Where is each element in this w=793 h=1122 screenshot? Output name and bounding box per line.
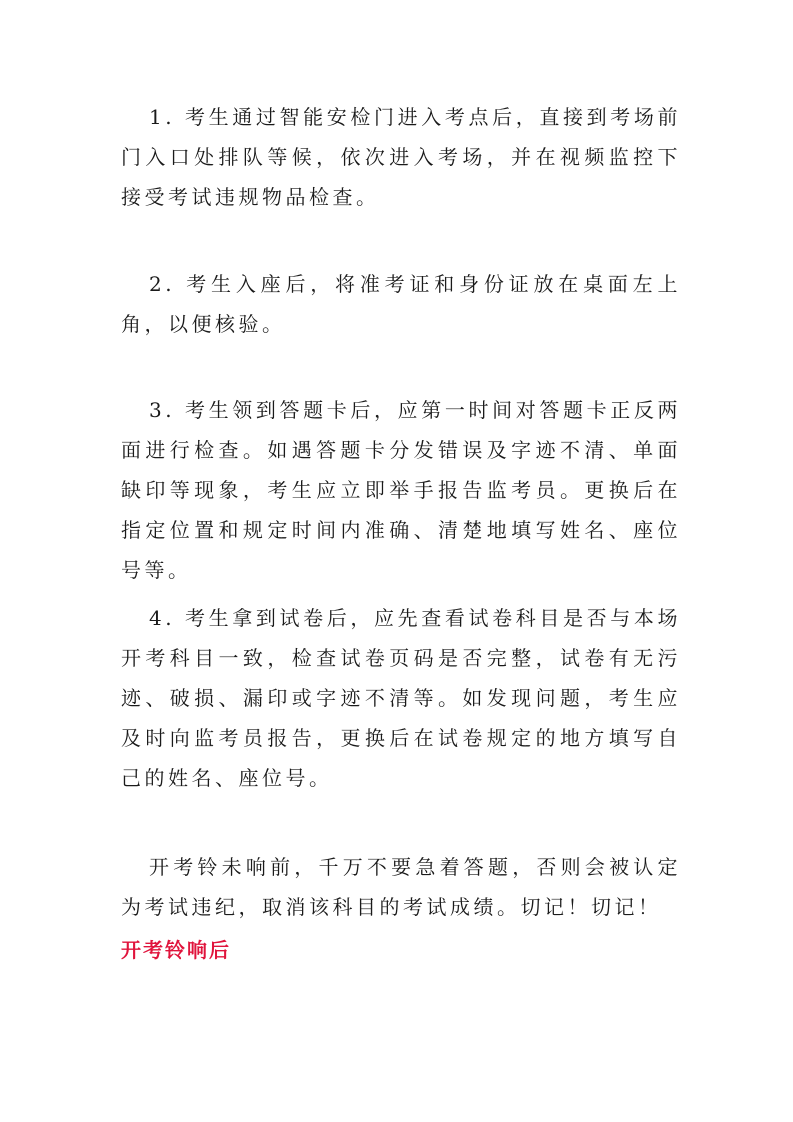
- paragraph-4: 4. 考生拿到试卷后，应先查看试卷科目是否与本场开考科目一致，检查试卷页码是否完整，试卷有无污迹、破损、漏印或字迹不清等。如发现问题，考生应及时向监考员报告，更换后在试卷规定的地方填写自己的姓名、座位号。: [121, 606, 681, 790]
- section-heading: 开考铃响后: [121, 938, 231, 962]
- paragraph-3: 3. 考生领到答题卡后，应第一时间对答题卡正反两面进行检查。如遇答题卡分发错误及字迹不清、单面缺印等现象，考生应立即举手报告监考员。更换后在指定位置和规定时间内准确、清楚地填写姓名、座位号等。: [121, 398, 681, 582]
- paragraph-5: 开考铃未响前，千万不要急着答题，否则会被认定为考试违纪，取消该科目的考试成绩。切记！切记！: [121, 855, 681, 919]
- paragraph-2: 2. 考生入座后，将准考证和身份证放在桌面左上角，以便核验。: [121, 272, 681, 336]
- paragraph-1: 1. 考生通过智能安检门进入考点后，直接到考场前门入口处排队等候，依次进入考场，并在视频监控下接受考试违规物品检查。: [121, 105, 681, 209]
